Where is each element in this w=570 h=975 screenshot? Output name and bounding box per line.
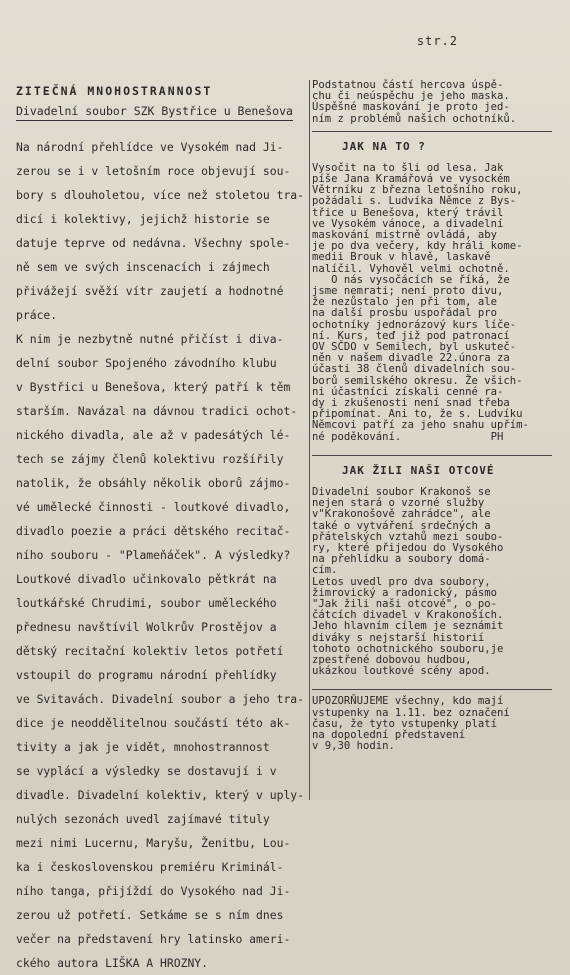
text-line: Němcovi patří za jeho snahu upřím- [312,419,529,432]
text-line: na další prosbu uspořádal pro [312,307,497,320]
text-line: připomínat. Ani to, že s. Ludvíku [312,408,523,421]
text-line: ního souboru - "Plameňáček". A výsledky? [16,548,291,562]
text-line: nalíčil. Vyhověl velmi ochotně. [312,262,510,275]
text-line: ukázkou loutkové scény apod. [312,665,491,678]
text-line: Jeho hlavním cílem je seznámit [312,620,504,633]
text-line: Letos uvedl pro dva soubory, [312,575,491,588]
text-line: mezi nimi Lucernu, Maryšu, Ženitbu, Lou- [16,836,291,850]
jak-na-to-heading: JAK NA TO ? [342,139,426,153]
text-line: vstupenky na 1.11. bez označení [312,706,510,719]
text-line: ní. Kurs, teď již pod patronací [312,329,510,342]
text-line: "Jak žili naši otcové", o po- [312,597,497,610]
text-line: ckého autora LIŠKA A HROZNY. [16,956,209,970]
text-line: natolik, že obsáhly několik oborů zájmo- [16,476,291,490]
text-line: maskování mistrně ovládá, aby [312,229,497,242]
text-line: ni účastníci získali cenné ra- [312,385,504,398]
text-line: datuje teprve od nedávna. Všechny spole- [16,236,291,250]
left-column [16,84,308,975]
notice-body [312,696,552,752]
text-line: zerou už potřetí. Setkáme se s ním dnes [16,908,284,922]
text-line: bory s dlouholetou, více než stoletou tra- [16,188,305,202]
text-line: večer na představení hry latinsko ameri- [16,932,291,946]
text-line: Loutkové divadlo učinkovalo pětkrát na [16,572,277,586]
text-line: něn v našem divadle 22.února za [312,352,510,365]
text-line: času, že tyto vstupenky platí [312,717,497,730]
text-line: Úspěšné maskování je proto jed- [312,101,510,114]
text-line: požádali s. Ludvíka Němce z Bys- [312,195,517,208]
text-line: že nezůstalo jen při tom, ale [312,296,497,309]
text-line: OV SČDO v Semilech, byl uskuteč- [312,341,517,354]
text-line: dětský recitační kolektiv letos potřetí [16,644,284,658]
text-line: v 9,30 hodin. [312,740,395,753]
text-line: na přehlídku a soubory domá- [312,553,491,566]
section-rule [312,455,552,456]
text-line: vé umělecké činnosti - loutkové divadlo, [16,500,291,514]
text-line: ochotníky jednorázový kurs líče- [312,318,517,331]
text-line: v"Krakonošově zahrádce", ale [312,508,491,521]
article-title: ZITEČNÁ MNOHOSTRANNOST [16,84,213,98]
text-line: O nás vysočácích se říká, že [312,273,510,286]
jak-zili-heading: JAK ŽILI NAŠI OTCOVÉ [342,463,495,477]
text-line: dicí i kolektivy, jejichž historie se [16,212,270,226]
text-line: práce. [16,308,58,322]
text-line: Na národní přehlídce ve Vysokém nad Ji- [16,140,284,154]
text-line: dice je neoddělitelnou součástí této ak- [16,716,291,730]
text-line: Podstatnou částí hercova úspě- [312,79,504,91]
text-line: přivážejí svěží vítr zaujetí a hodnotné [16,284,284,298]
section-rule [312,131,552,132]
text-line: nejen stará o vzorné služby [312,497,485,510]
text-line: účasti 38 členů divadelních sou- [312,363,517,376]
text-line: medii Brouk v hlavě, laskavě [312,251,491,264]
text-line: tohoto ochotnického souboru,je [312,642,504,655]
text-line: delní soubor Spojeného závodního klubu [16,356,277,370]
text-line: cím. [312,564,338,577]
text-line: ním z problémů našich ochotníků. [312,112,517,125]
text-line: Větrníku z března letošního roku, [312,184,523,197]
text-line: také o vytváření srdečných a [312,519,491,532]
text-line: zpestřené dobovou hudbou, [312,653,472,666]
text-line: třice u Benešova, který trávil [312,206,504,219]
text-line: nulých sezonách uvedl zajímavé tituly [16,812,270,826]
article-body [16,135,308,975]
text-line: ka i československou premiéru Kriminál- [16,860,284,874]
text-line: jsme nemrati; není proto divu, [312,285,504,298]
text-line: divadlo poezie a práci dětského recitač- [16,524,291,538]
text-line: žimrovický a radonický, pásmo [312,586,497,599]
text-line: přednesu navštívil Wolkrův Prostějov a [16,620,277,634]
text-line: UPOZORŇUJEME všechny, kdo mají [312,695,504,708]
jak-zili-body [312,487,552,677]
text-line: né poděkování. PH [312,430,504,443]
text-line: je po dva večery, kdy hráli kome- [312,240,523,253]
text-line: dy i zkušenosti není snad třeba [312,397,510,410]
text-line: na dopolední představení [312,728,466,741]
text-line: Divadelní soubor Krakonoš se [312,485,491,498]
text-line: tech se zájmy členů kolektivu rozšířily [16,452,284,466]
text-line: Vysočit na to šli od lesa. Jak [312,161,504,174]
text-line: ního tanga, přijíždí do Vysokého nad Ji- [16,884,291,898]
text-line: divadle. Divadelní kolektiv, který v uply- [16,788,305,802]
right-column [312,80,552,752]
text-line: ve Svitavách. Divadelní soubor a jeho tra- [16,692,305,706]
text-line: ně sem ve svých inscenacích i zájmech [16,260,270,274]
text-line: ve Vysokém vánoce, a divadelní [312,217,504,230]
text-line: zerou se i v letošním roce objevují sou- [16,164,291,178]
text-line: nického divadla, ale až v padesátých lé- [16,428,291,442]
text-line: borů semilského okresu. Že všich- [312,374,523,387]
text-line: ry, které přijedou do Vysokého [312,541,504,554]
jak-na-to-body [312,163,552,443]
text-line: chu či neúspěchu je jeho maska. [312,90,510,103]
text-line: tivity a jak je vidět, mnohostrannost [16,740,270,754]
section-rule [312,689,552,690]
text-line: přátelských vztahů mezi soubo- [312,530,504,543]
text-line: píše Jana Kramářová ve vysockém [312,173,510,186]
text-line: starším. Navázal na dávnou tradici ochot- [16,404,298,418]
article-subtitle: Divadelní soubor SZK Bystřice u Benešova [16,104,293,121]
page-number: str.2 [416,34,458,48]
text-line: diváky s nejstarší historií [312,631,485,644]
text-line: loutkářské Chrudimi, soubor uměleckého [16,596,277,610]
text-line: v Bystřici u Benešova, který patří k těm [16,380,291,394]
text-line: vstoupil do programu národní přehlídky [16,668,277,682]
text-line: K nim je nezbytně nutné přičíst i diva- [16,332,284,346]
text-line: se vyplácí a výsledky se dostavují i v [16,764,277,778]
masking-intro [312,80,552,125]
text-line: čátcích divadel v Krakonoších. [312,609,504,622]
column-divider [309,80,310,800]
